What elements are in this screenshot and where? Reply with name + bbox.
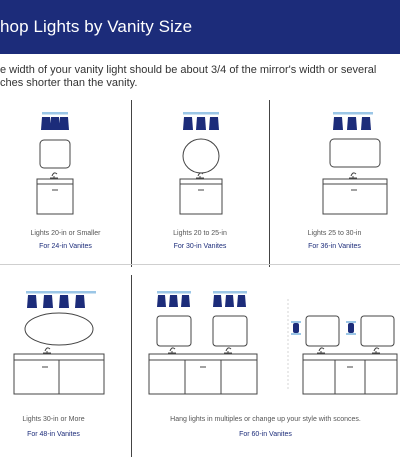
vanity-light-fixture	[333, 112, 373, 130]
faucet	[50, 173, 58, 179]
mirror	[40, 140, 70, 168]
mirror	[183, 139, 219, 173]
vanity-illustration-30in	[175, 112, 227, 217]
vanity-illustration-24in	[30, 112, 80, 217]
divider	[131, 100, 132, 267]
faucet	[196, 173, 204, 179]
divider	[131, 275, 132, 457]
mirror	[330, 139, 380, 167]
panel-subcaption: For 24-in Vanites	[39, 243, 92, 250]
faucet	[43, 348, 51, 354]
panel-subcaption: For 36-in Vanites	[308, 243, 361, 250]
vanity-illustration-48in	[12, 291, 117, 396]
divider	[0, 264, 400, 265]
panel-subcaption: For 48-in Vanites	[27, 431, 80, 438]
panel-caption: Lights 30-in or More	[22, 416, 85, 423]
panel-caption: Lights 25 to 30-in	[307, 230, 362, 237]
vanity-light-fixture	[41, 112, 69, 130]
intro-text: e width of your vanity light should be about 3/4 of the mirror's width or several ches shorter than the vanity.	[0, 64, 377, 89]
sconce-light	[346, 321, 356, 335]
vanity-light-fixture	[213, 291, 247, 307]
panel-subcaption: For 30-in Vanites	[173, 243, 227, 250]
faucet	[372, 348, 380, 354]
mirror	[361, 316, 394, 346]
panel-subcaption: For 60-in Vanites	[239, 431, 292, 438]
vanity-light-fixture	[26, 291, 96, 308]
page-title: hop Lights by Vanity Size	[0, 17, 193, 36]
vanity-light-fixture	[183, 112, 219, 130]
panel-caption: Lights 20 to 25-in	[173, 230, 227, 237]
mirror	[157, 316, 191, 346]
vanity-illustration-36in	[320, 112, 390, 217]
page-header	[0, 0, 400, 54]
divider	[269, 100, 270, 267]
faucet	[168, 348, 176, 354]
vanity-light-fixture	[157, 291, 191, 307]
mirror	[213, 316, 247, 346]
mirror	[306, 316, 339, 346]
panel-caption: Hang lights in multiples or change up your style with sconces.	[170, 416, 361, 423]
faucet	[224, 348, 232, 354]
faucet	[317, 348, 325, 354]
panel-caption: Lights 20-in or Smaller	[30, 230, 101, 237]
vanity-illustration-60in-double	[147, 291, 262, 396]
mirror	[25, 313, 93, 345]
vanity-illustration-60in-sconces	[283, 291, 398, 396]
sconce-light	[291, 321, 301, 335]
faucet	[349, 173, 357, 179]
